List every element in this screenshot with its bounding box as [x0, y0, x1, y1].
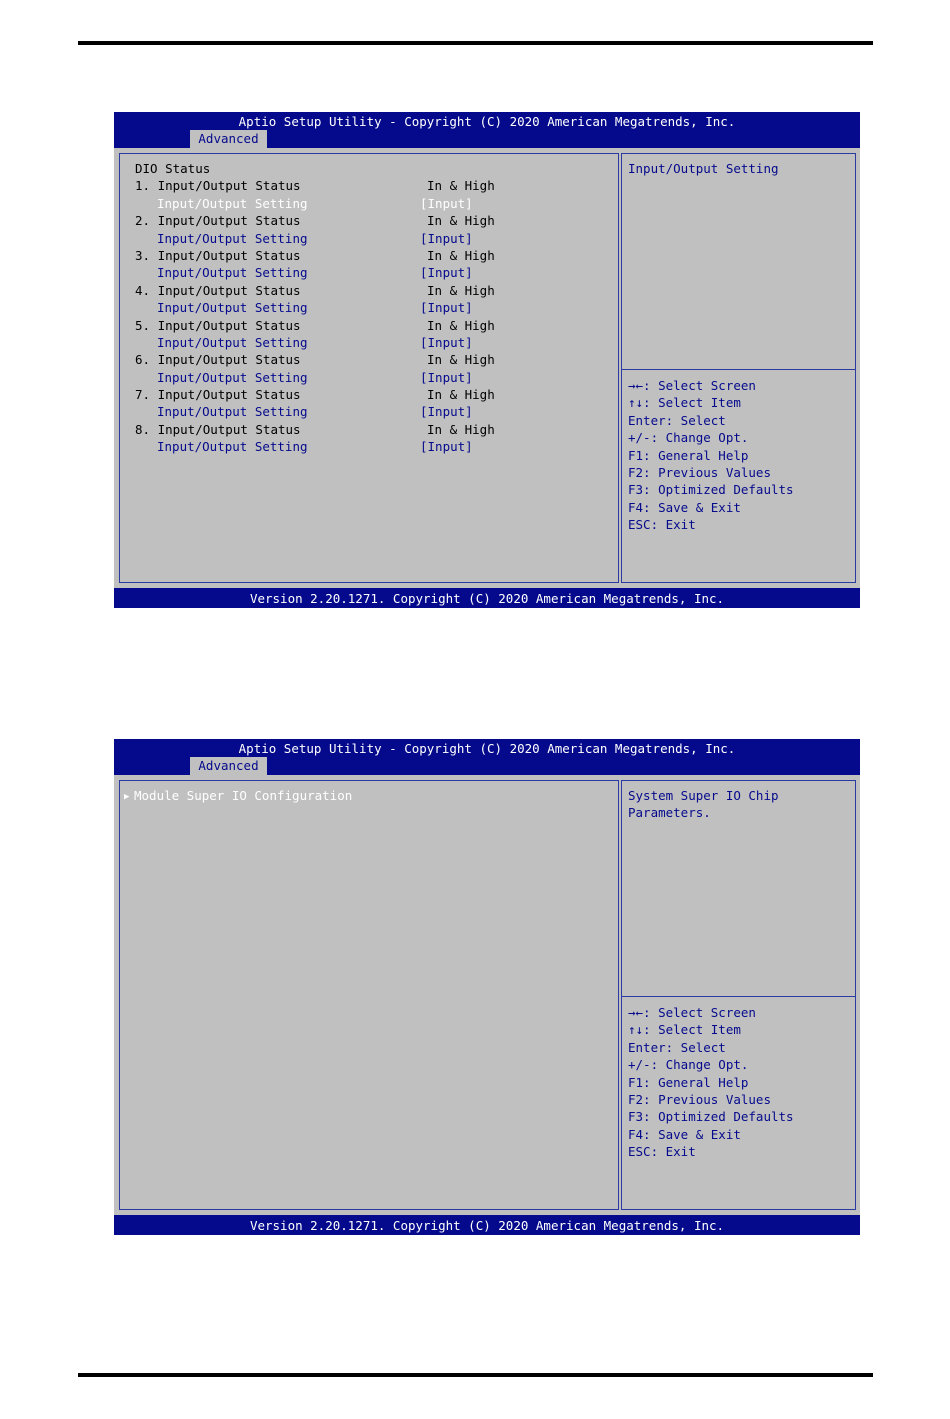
status-value: In & High — [427, 317, 495, 333]
key-hint: ↑↓: Select Item — [628, 1022, 741, 1038]
status-label: 2. Input/Output Status — [135, 213, 301, 229]
status-label: 1. Input/Output Status — [135, 178, 301, 194]
key-hint: ESC: Exit — [628, 1144, 696, 1160]
setting-label[interactable]: Input/Output Setting — [157, 300, 308, 316]
bios-body — [114, 148, 860, 588]
key-hint: F1: General Help — [628, 1074, 749, 1090]
key-hint: →←: Select Screen — [628, 1005, 756, 1020]
setting-value[interactable]: [Input] — [420, 265, 473, 281]
key-hint: F2: Previous Values — [628, 464, 771, 480]
submenu-item-super-io[interactable] — [124, 787, 352, 806]
key-hint: F3: Optimized Defaults — [628, 482, 794, 498]
help-panel — [621, 153, 856, 583]
bios-screen-superio — [114, 739, 860, 1235]
help-panel — [621, 780, 856, 1210]
setting-value[interactable]: [Input] — [420, 439, 473, 455]
status-value: In & High — [427, 421, 495, 437]
status-value: In & High — [427, 387, 495, 403]
bios-body — [114, 775, 860, 1215]
help-line: System Super IO Chip — [628, 788, 779, 803]
key-hint: Enter: Select — [628, 412, 726, 428]
setting-label[interactable]: Input/Output Setting — [157, 404, 308, 420]
key-hint: F4: Save & Exit — [628, 1126, 741, 1142]
settings-panel — [119, 780, 619, 1210]
key-hint: Enter: Select — [628, 1039, 726, 1055]
status-value: In & High — [427, 352, 495, 368]
status-value: In & High — [427, 213, 495, 229]
bios-title: Aptio Setup Utility - Copyright (C) 2020 American Megatrends, Inc. — [238, 741, 736, 756]
page-bottom-rule — [78, 1373, 873, 1377]
key-hint: →←: Select Screen — [628, 378, 756, 393]
status-label: 8. Input/Output Status — [135, 421, 301, 437]
setting-label[interactable]: Input/Output Setting — [157, 265, 308, 281]
key-hint: F2: Previous Values — [628, 1091, 771, 1107]
status-value: In & High — [427, 178, 495, 194]
status-value: In & High — [427, 282, 495, 298]
submenu-label[interactable]: Module Super IO Configuration — [134, 788, 353, 803]
key-hint: F3: Optimized Defaults — [628, 1109, 794, 1125]
status-label: 3. Input/Output Status — [135, 247, 301, 263]
bios-screen-dio — [114, 112, 860, 608]
bios-footer: Version 2.20.1271. Copyright (C) 2020 American Megatrends, Inc. — [249, 591, 725, 606]
help-divider — [622, 369, 855, 370]
status-label: 7. Input/Output Status — [135, 387, 301, 403]
setting-label[interactable]: Input/Output Setting — [157, 195, 308, 211]
help-text: Input/Output Setting — [628, 161, 779, 176]
tab-advanced[interactable]: Advanced — [190, 757, 267, 775]
setting-value[interactable]: [Input] — [420, 195, 473, 211]
key-hint: F1: General Help — [628, 447, 749, 463]
setting-value[interactable]: [Input] — [420, 300, 473, 316]
section-header-label: DIO Status — [135, 161, 211, 176]
status-label: 5. Input/Output Status — [135, 317, 301, 333]
setting-label[interactable]: Input/Output Setting — [157, 334, 308, 350]
help-text — [628, 787, 779, 822]
status-label: 4. Input/Output Status — [135, 282, 301, 298]
status-label: 6. Input/Output Status — [135, 352, 301, 368]
help-line: Parameters. — [628, 805, 711, 821]
key-hint: ESC: Exit — [628, 517, 696, 533]
setting-label[interactable]: Input/Output Setting — [157, 230, 308, 246]
key-hint: F4: Save & Exit — [628, 499, 741, 515]
key-legend — [628, 377, 794, 534]
bios-footer: Version 2.20.1271. Copyright (C) 2020 American Megatrends, Inc. — [249, 1218, 725, 1233]
key-hint: ↑↓: Select Item — [628, 395, 741, 411]
setting-value[interactable]: [Input] — [420, 230, 473, 246]
settings-panel — [119, 153, 619, 583]
page-top-rule — [78, 41, 873, 45]
key-hint: +/-: Change Opt. — [628, 430, 749, 446]
setting-label[interactable]: Input/Output Setting — [157, 439, 308, 455]
bios-title: Aptio Setup Utility - Copyright (C) 2020 American Megatrends, Inc. — [238, 114, 736, 129]
help-divider — [622, 996, 855, 997]
key-hint: +/-: Change Opt. — [628, 1057, 749, 1073]
setting-value[interactable]: [Input] — [420, 369, 473, 385]
key-legend — [628, 1004, 794, 1161]
status-value: In & High — [427, 247, 495, 263]
submenu-arrow-icon: ▶ — [124, 792, 130, 802]
tab-advanced[interactable]: Advanced — [190, 130, 267, 148]
setting-value[interactable]: [Input] — [420, 334, 473, 350]
setting-label[interactable]: Input/Output Setting — [157, 369, 308, 385]
setting-value[interactable]: [Input] — [420, 404, 473, 420]
